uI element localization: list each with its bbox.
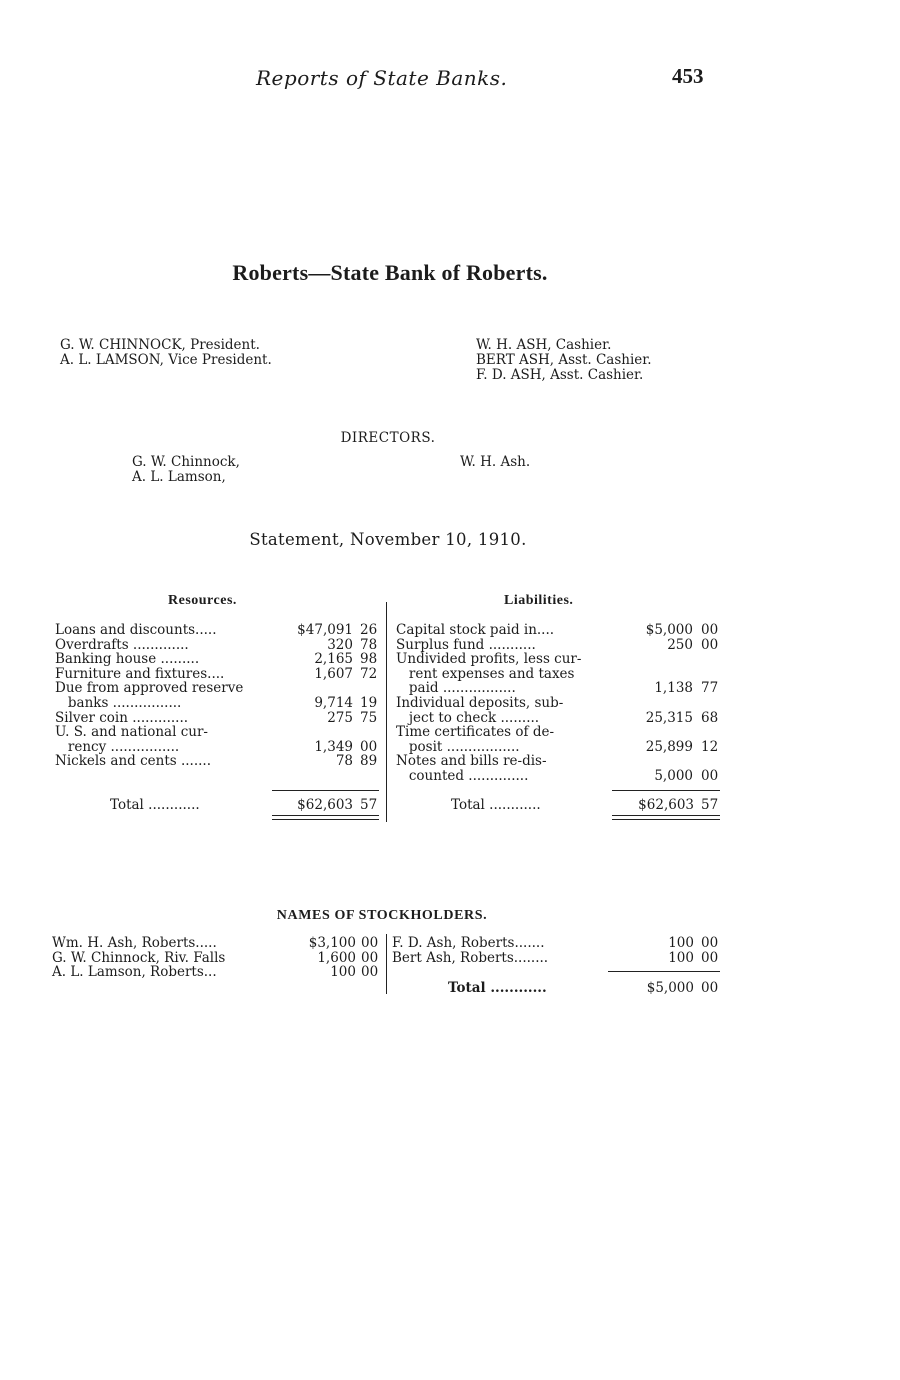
stockholders-total-rule xyxy=(608,971,720,972)
row-label: Loans and discounts..... xyxy=(55,622,217,638)
stockholder-dollars: 1,600 xyxy=(317,949,356,966)
row-label: paid ................. xyxy=(396,680,516,697)
stockholder-dollars: 100 xyxy=(668,935,694,951)
stockholder-cents: 00 xyxy=(361,964,379,981)
stockholder-name: Bert Ash, Roberts........ xyxy=(392,949,549,966)
stockholders-total-dollars: $5,000 xyxy=(646,980,694,996)
row-cents: 89 xyxy=(360,753,378,770)
stockholders-total-cents: 00 xyxy=(701,980,719,996)
row-cents: 00 xyxy=(701,767,719,784)
table-row xyxy=(396,754,721,769)
table-row xyxy=(396,711,721,726)
row-label: Overdrafts ............. xyxy=(55,636,189,653)
row-dollars: $47,091 xyxy=(297,622,353,638)
stockholder-dollars: 100 xyxy=(668,949,694,966)
resources-total-dollars: $62,603 xyxy=(297,797,353,813)
director-name: W. H. Ash. xyxy=(460,454,531,470)
stockholders-right xyxy=(392,936,722,965)
officer-cashier: W. H. ASH, Cashier. xyxy=(476,337,612,353)
directors-left xyxy=(132,455,240,485)
list-item xyxy=(52,965,382,980)
row-dollars: 1,607 xyxy=(314,665,353,682)
row-label: Time certificates of de- xyxy=(396,724,555,741)
row-label: Silver coin ............. xyxy=(55,709,189,726)
row-label: Due from approved reserve xyxy=(55,680,244,697)
officer-asst-cashier-1: BERT ASH, Asst. Cashier. xyxy=(476,352,652,368)
row-dollars: 25,899 xyxy=(645,738,693,755)
officers-left xyxy=(60,338,272,368)
stockholder-cents: 00 xyxy=(701,935,719,951)
stockholder-dollars: $3,100 xyxy=(308,935,356,951)
row-label: Individual deposits, sub- xyxy=(396,694,564,711)
table-row xyxy=(55,725,380,740)
row-dollars: 275 xyxy=(327,709,353,726)
stockholder-cents: 00 xyxy=(701,949,719,966)
liabilities-total-label: Total ............ xyxy=(451,797,541,813)
officers-right xyxy=(476,338,652,383)
row-dollars: 9,714 xyxy=(314,694,353,711)
resources-heading: Resources. xyxy=(168,593,237,608)
stockholder-name: Wm. H. Ash, Roberts..... xyxy=(52,935,217,951)
list-item xyxy=(52,951,382,966)
row-dollars: 25,315 xyxy=(645,709,693,726)
row-dollars: 2,165 xyxy=(314,651,353,668)
row-dollars: 250 xyxy=(667,636,693,653)
row-label: Banking house ......... xyxy=(55,651,200,668)
row-cents: 00 xyxy=(701,636,719,653)
row-label: Furniture and fixtures.... xyxy=(55,665,225,682)
list-item xyxy=(392,951,722,966)
liabilities-table xyxy=(396,623,721,784)
officer-vice-president: A. L. LAMSON, Vice President. xyxy=(60,352,272,368)
row-cents: 72 xyxy=(360,665,378,682)
page-number: 453 xyxy=(672,64,704,88)
stockholders-divider xyxy=(386,934,387,994)
row-label: rency ................ xyxy=(55,738,180,755)
table-row xyxy=(396,652,721,667)
row-cents: 98 xyxy=(360,651,378,668)
row-dollars: 78 xyxy=(335,753,353,770)
table-row xyxy=(55,652,380,667)
stockholder-name: A. L. Lamson, Roberts... xyxy=(52,964,217,981)
officer-asst-cashier-2: F. D. ASH, Asst. Cashier. xyxy=(476,367,644,383)
director-name: G. W. Chinnock, xyxy=(132,454,240,470)
table-row xyxy=(396,725,721,740)
bank-title: Roberts—State Bank of Roberts. xyxy=(232,260,548,285)
row-dollars: $5,000 xyxy=(645,622,693,638)
table-row xyxy=(55,711,380,726)
row-cents: 26 xyxy=(360,622,378,638)
table-row xyxy=(396,740,721,755)
table-row xyxy=(55,638,380,653)
table-row xyxy=(55,667,380,682)
table-row xyxy=(55,740,380,755)
stockholder-name: F. D. Ash, Roberts....... xyxy=(392,935,545,951)
row-label: U. S. and national cur- xyxy=(55,724,208,741)
resources-total-double-rule xyxy=(272,815,379,820)
row-dollars: 1,138 xyxy=(654,680,693,697)
row-cents: 77 xyxy=(701,680,719,697)
table-row xyxy=(55,623,380,638)
stockholders-heading: NAMES OF STOCKHOLDERS. xyxy=(276,908,488,923)
table-row xyxy=(396,638,721,653)
table-row xyxy=(396,623,721,638)
director-name: A. L. Lamson, xyxy=(132,469,226,485)
stockholders-left xyxy=(52,936,382,980)
liabilities-heading: Liabilities. xyxy=(504,593,574,608)
row-cents: 00 xyxy=(701,622,719,638)
directors-heading: DIRECTORS. xyxy=(340,430,436,446)
row-cents: 19 xyxy=(360,694,378,711)
statement-title: Statement, November 10, 1910. xyxy=(249,530,527,549)
resources-total-cents: 57 xyxy=(360,797,378,813)
row-label: Capital stock paid in.... xyxy=(396,622,555,638)
liabilities-subtotal-rule xyxy=(612,790,720,791)
table-row xyxy=(396,696,721,711)
row-label: rent expenses and taxes xyxy=(396,665,575,682)
table-row xyxy=(396,769,721,784)
row-cents: 68 xyxy=(701,709,719,726)
resources-total-label: Total ............ xyxy=(110,797,200,813)
resources-table xyxy=(55,623,380,769)
row-label: posit ................. xyxy=(396,738,520,755)
stockholders-total-label: Total ............ xyxy=(448,980,547,996)
liabilities-total-double-rule xyxy=(612,815,720,820)
row-dollars: 320 xyxy=(327,636,353,653)
row-dollars: 1,349 xyxy=(314,738,353,755)
row-cents: 00 xyxy=(360,738,378,755)
stockholder-name: G. W. Chinnock, Riv. Falls xyxy=(52,949,226,966)
list-item xyxy=(392,936,722,951)
row-label: Undivided profits, less cur- xyxy=(396,651,582,668)
table-row xyxy=(55,754,380,769)
row-label: banks ................ xyxy=(55,694,182,711)
stockholder-dollars: 100 xyxy=(330,964,356,981)
row-label: counted .............. xyxy=(396,767,529,784)
row-label: Surplus fund ........... xyxy=(396,636,536,653)
row-label: ject to check ......... xyxy=(396,709,540,726)
table-row xyxy=(55,696,380,711)
liabilities-total-dollars: $62,603 xyxy=(638,797,694,813)
table-row xyxy=(55,681,380,696)
row-cents: 78 xyxy=(360,636,378,653)
row-label: Notes and bills re-dis- xyxy=(396,753,547,770)
stockholder-cents: 00 xyxy=(361,935,379,951)
table-row xyxy=(396,667,721,682)
row-cents: 12 xyxy=(701,738,719,755)
liabilities-total-cents: 57 xyxy=(701,797,719,813)
column-divider xyxy=(386,602,387,822)
table-row xyxy=(396,681,721,696)
row-label: Nickels and cents ....... xyxy=(55,753,212,770)
stockholder-cents: 00 xyxy=(361,949,379,966)
row-dollars: 5,000 xyxy=(654,767,693,784)
directors-right xyxy=(460,455,530,470)
officer-president: G. W. CHINNOCK, President. xyxy=(60,337,260,353)
resources-subtotal-rule xyxy=(272,790,379,791)
list-item xyxy=(52,936,382,951)
running-title: Reports of State Banks. xyxy=(256,66,508,90)
row-cents: 75 xyxy=(360,709,378,726)
